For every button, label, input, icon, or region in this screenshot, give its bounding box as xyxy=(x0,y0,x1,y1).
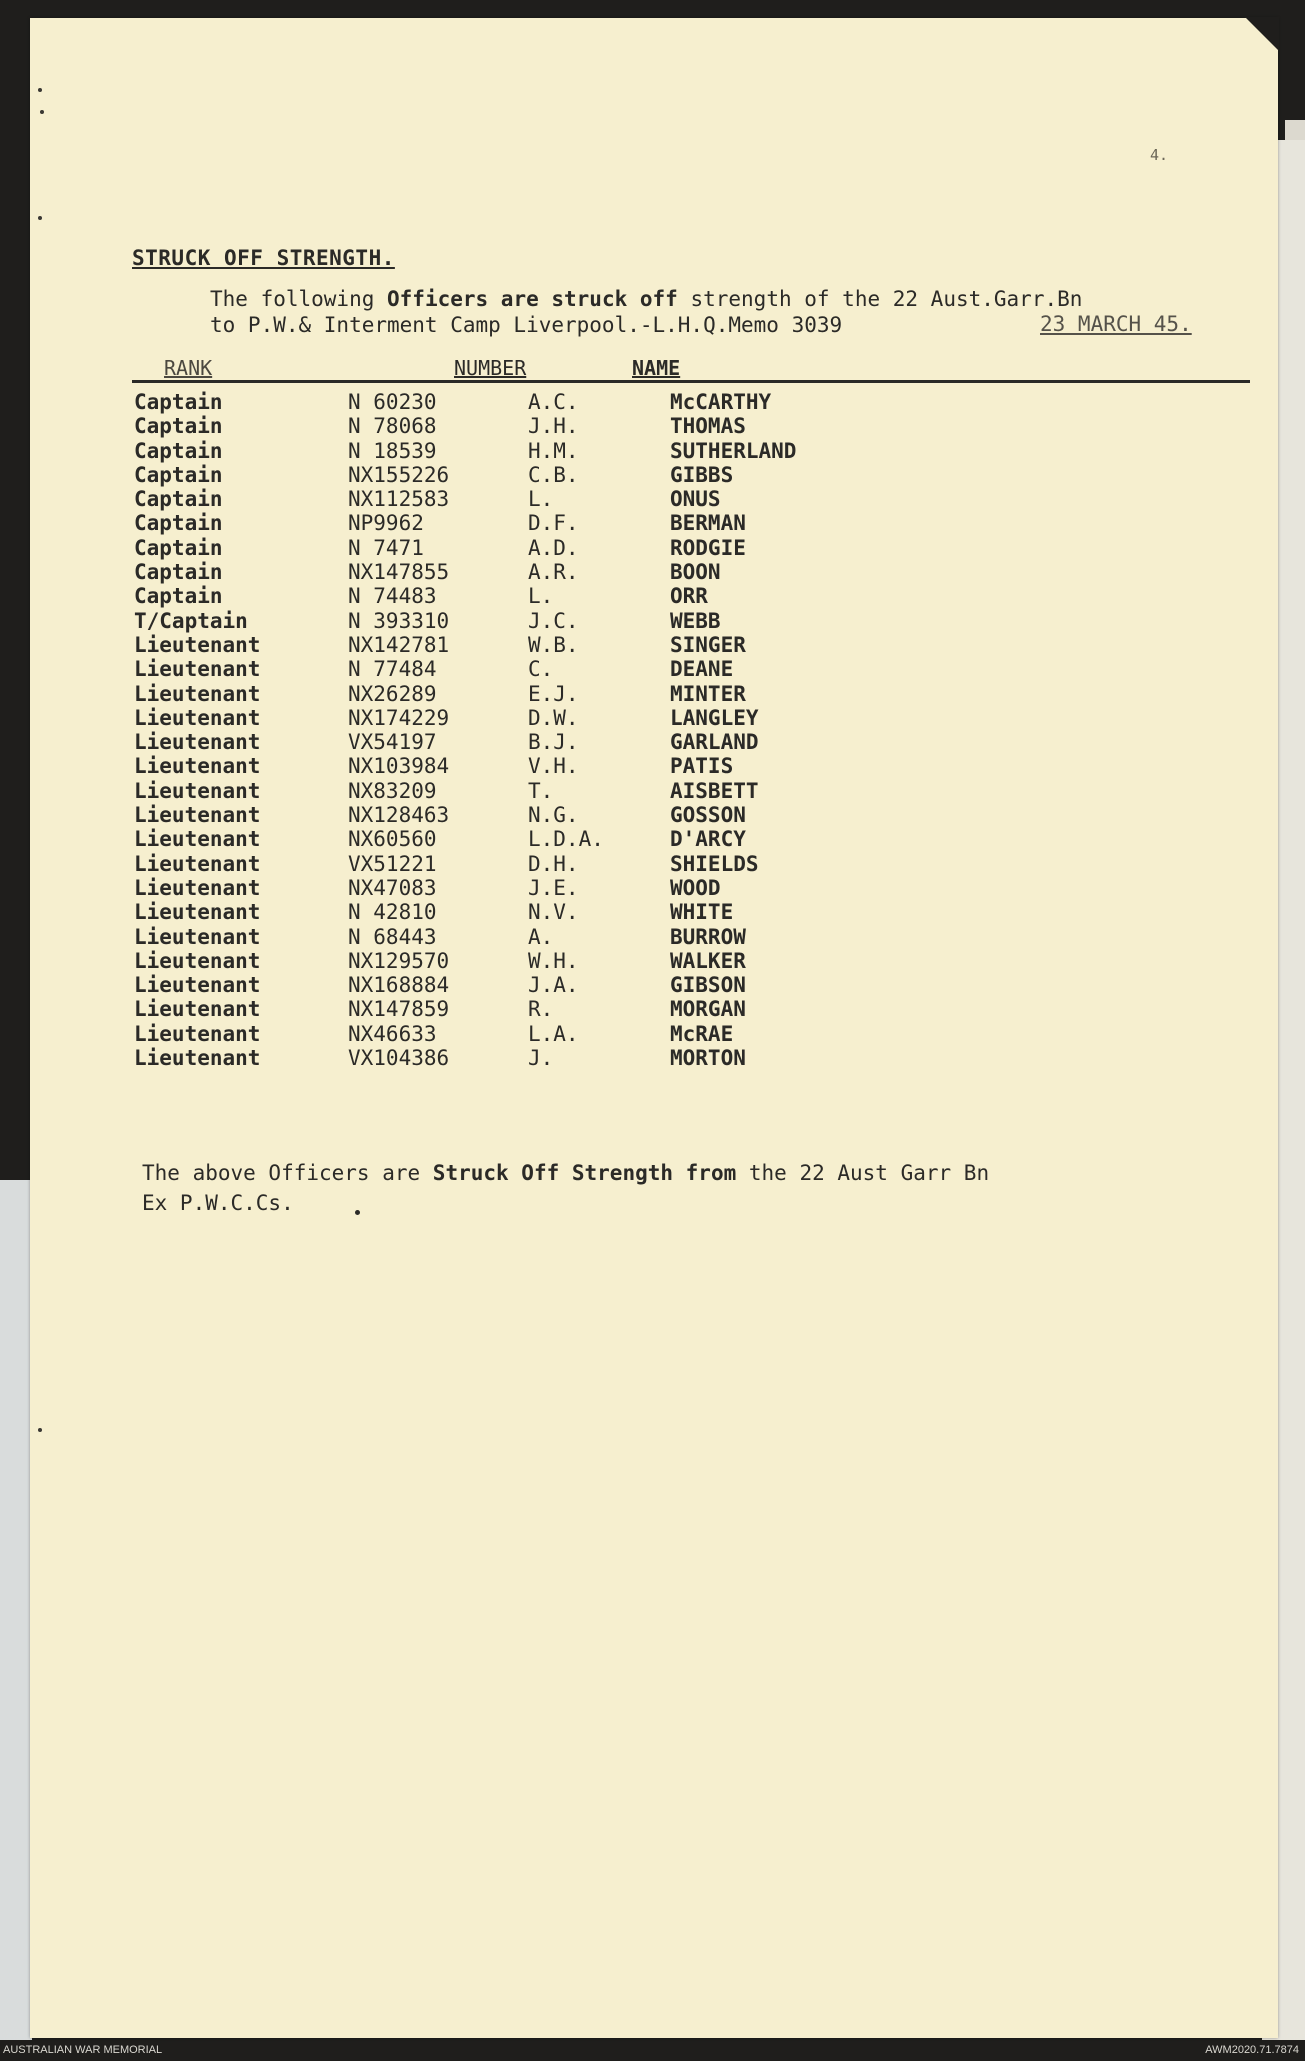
number-cell: NX142781 xyxy=(348,632,450,657)
surname-cell: D'ARCY xyxy=(670,827,746,852)
rank-cell: Captain xyxy=(134,414,223,439)
document-title: STRUCK OFF STRENGTH. xyxy=(132,246,395,270)
number-cell: N 74483 xyxy=(348,584,437,609)
initials-cell: L.D.A. xyxy=(528,827,604,852)
column-header-name: NAME xyxy=(632,356,681,380)
number-cell: NX128463 xyxy=(348,803,450,828)
number-cell: N 393310 xyxy=(348,608,450,633)
rank-cell: Lieutenant xyxy=(134,778,261,803)
initials-cell: A. xyxy=(528,924,554,949)
table-row xyxy=(30,1022,1278,1046)
initials-cell: D.F. xyxy=(528,511,579,536)
table-row xyxy=(30,730,1278,754)
initials-cell: H.M. xyxy=(528,438,579,463)
table-row xyxy=(30,439,1278,463)
table-row xyxy=(30,609,1278,633)
surname-cell: GIBSON xyxy=(670,973,746,998)
surname-cell: ORR xyxy=(670,584,708,609)
number-cell: NX26289 xyxy=(348,681,437,706)
table-row xyxy=(30,779,1278,803)
initials-cell: L. xyxy=(528,487,554,512)
initials-cell: V.H. xyxy=(528,754,579,779)
rank-cell: Lieutenant xyxy=(134,730,261,755)
initials-cell: J.C. xyxy=(528,608,579,633)
surname-cell: McCARTHY xyxy=(670,390,772,414)
initials-cell: J.H. xyxy=(528,414,579,439)
rank-cell: Captain xyxy=(134,560,223,585)
number-cell: N 7471 xyxy=(348,535,424,560)
rank-cell: Lieutenant xyxy=(134,657,261,682)
surname-cell: GIBBS xyxy=(670,462,734,487)
number-cell: NX60560 xyxy=(348,827,437,852)
table-row xyxy=(30,463,1278,487)
surname-cell: BERMAN xyxy=(670,511,746,536)
initials-cell: J.A. xyxy=(528,973,579,998)
rank-cell: Captain xyxy=(134,438,223,463)
table-row xyxy=(30,949,1278,973)
surname-cell: RODGIE xyxy=(670,535,746,560)
table-row xyxy=(30,414,1278,438)
table-header xyxy=(132,356,1250,383)
initials-cell: J.E. xyxy=(528,875,579,900)
rank-cell: Lieutenant xyxy=(134,900,261,925)
surname-cell: WALKER xyxy=(670,948,746,973)
surname-cell: WOOD xyxy=(670,875,721,900)
initials-cell: W.H. xyxy=(528,948,579,973)
surname-cell: MORTON xyxy=(670,1046,746,1071)
table-row xyxy=(30,925,1278,949)
table-row xyxy=(30,584,1278,608)
number-cell: NX103984 xyxy=(348,754,450,779)
initials-cell: N.G. xyxy=(528,803,579,828)
number-cell: N 60230 xyxy=(348,390,437,414)
number-cell: NX46633 xyxy=(348,1021,437,1046)
punch-dot xyxy=(38,88,42,92)
number-cell: VX104386 xyxy=(348,1046,450,1071)
rank-cell: Captain xyxy=(134,487,223,512)
number-cell: N 42810 xyxy=(348,900,437,925)
footer-line1-bold: Struck Off Strength from xyxy=(432,1161,737,1185)
rank-cell: Captain xyxy=(134,462,223,487)
initials-cell: B.J. xyxy=(528,730,579,755)
punch-dot xyxy=(38,1428,42,1432)
column-header-number: NUMBER xyxy=(454,356,527,380)
table-row xyxy=(30,682,1278,706)
table-row xyxy=(30,633,1278,657)
number-cell: N 68443 xyxy=(348,924,437,949)
initials-cell: T. xyxy=(528,778,554,803)
number-cell: VX54197 xyxy=(348,730,437,755)
number-cell: NX129570 xyxy=(348,948,450,973)
footer-line1-start: The above Officers are xyxy=(142,1161,433,1185)
document-date: 23 MARCH 45. xyxy=(1040,312,1192,336)
footer-line2: Ex P.W.C.Cs. xyxy=(142,1191,294,1215)
folded-corner xyxy=(1245,17,1279,51)
number-cell: VX51221 xyxy=(348,851,437,876)
punch-dot xyxy=(38,216,42,220)
table-row xyxy=(30,827,1278,851)
initials-cell: C.B. xyxy=(528,462,579,487)
table-row xyxy=(30,706,1278,730)
number-cell: NX47083 xyxy=(348,875,437,900)
initials-cell: L.A. xyxy=(528,1021,579,1046)
intro-line1-bold: Officers are struck off xyxy=(387,287,678,311)
rank-cell: Lieutenant xyxy=(134,1021,261,1046)
surname-cell: PATIS xyxy=(670,754,734,779)
archive-credit: AUSTRALIAN WAR MEMORIAL xyxy=(3,2044,163,2056)
surname-cell: BURROW xyxy=(670,924,746,949)
surname-cell: MINTER xyxy=(670,681,746,706)
table-row xyxy=(30,852,1278,876)
rank-cell: Lieutenant xyxy=(134,632,261,657)
surname-cell: GARLAND xyxy=(670,730,759,755)
intro-line1-end: strength of the 22 Aust.Garr.Bn xyxy=(677,287,1083,311)
table-row xyxy=(30,900,1278,924)
surname-cell: AISBETT xyxy=(670,778,759,803)
number-cell: NX174229 xyxy=(348,705,450,730)
archive-reference: AWM2020.71.7874 xyxy=(1205,2044,1299,2056)
initials-cell: E.J. xyxy=(528,681,579,706)
surname-cell: WHITE xyxy=(670,900,734,925)
table-row xyxy=(30,560,1278,584)
table-row xyxy=(30,487,1278,511)
surname-cell: SHIELDS xyxy=(670,851,759,876)
number-cell: N 77484 xyxy=(348,657,437,682)
surname-cell: SINGER xyxy=(670,632,746,657)
surname-cell: THOMAS xyxy=(670,414,746,439)
number-cell: NX112583 xyxy=(348,487,450,512)
surname-cell: McRAE xyxy=(670,1021,734,1046)
rank-cell: Lieutenant xyxy=(134,851,261,876)
rank-cell: Captain xyxy=(134,390,223,414)
document-page xyxy=(30,18,1278,2038)
initials-cell: A.D. xyxy=(528,535,579,560)
tissue-sheet xyxy=(0,1180,32,2040)
footer-line1-end: the 22 Aust Garr Bn xyxy=(736,1161,990,1185)
surname-cell: ONUS xyxy=(670,487,721,512)
number-cell: N 78068 xyxy=(348,414,437,439)
number-cell: N 18539 xyxy=(348,438,437,463)
table-row xyxy=(30,876,1278,900)
surname-cell: SUTHERLAND xyxy=(670,438,797,463)
footer-text xyxy=(142,1158,989,1218)
initials-cell: C. xyxy=(528,657,554,682)
rank-cell: Lieutenant xyxy=(134,973,261,998)
surname-cell: WEBB xyxy=(670,608,721,633)
rank-cell: Lieutenant xyxy=(134,681,261,706)
number-cell: NX147855 xyxy=(348,560,450,585)
rank-cell: Captain xyxy=(134,511,223,536)
table-row xyxy=(30,1046,1278,1070)
table-row xyxy=(30,973,1278,997)
rank-cell: Lieutenant xyxy=(134,803,261,828)
surname-cell: GOSSON xyxy=(670,803,746,828)
rank-cell: T/Captain xyxy=(134,608,248,633)
surname-cell: LANGLEY xyxy=(670,705,759,730)
initials-cell: D.W. xyxy=(528,705,579,730)
number-cell: NX83209 xyxy=(348,778,437,803)
initials-cell: D.H. xyxy=(528,851,579,876)
surname-cell: BOON xyxy=(670,560,721,585)
initials-cell: N.V. xyxy=(528,900,579,925)
table-row xyxy=(30,390,1278,414)
punch-dot xyxy=(40,110,44,114)
officer-list xyxy=(30,390,1278,1070)
rank-cell: Lieutenant xyxy=(134,827,261,852)
number-cell: NX147859 xyxy=(348,997,450,1022)
initials-cell: R. xyxy=(528,997,554,1022)
surname-cell: DEANE xyxy=(670,657,734,682)
number-cell: NX155226 xyxy=(348,462,450,487)
column-header-rank: RANK xyxy=(164,356,213,380)
rank-cell: Captain xyxy=(134,584,223,609)
initials-cell: J. xyxy=(528,1046,554,1071)
rank-cell: Lieutenant xyxy=(134,924,261,949)
number-cell: NX168884 xyxy=(348,973,450,998)
number-cell: NP9962 xyxy=(348,511,424,536)
surname-cell: MORGAN xyxy=(670,997,746,1022)
pencil-mark: 4. xyxy=(1150,146,1169,164)
initials-cell: L. xyxy=(528,584,554,609)
rank-cell: Lieutenant xyxy=(134,875,261,900)
rank-cell: Lieutenant xyxy=(134,1046,261,1071)
intro-line1-start: The following xyxy=(210,287,388,311)
table-row xyxy=(30,754,1278,778)
intro-line2: to P.W.& Interment Camp Liverpool.-L.H.Q.Memo 3039 xyxy=(210,313,843,337)
initials-cell: W.B. xyxy=(528,632,579,657)
intro-text xyxy=(210,286,1082,338)
rank-cell: Lieutenant xyxy=(134,948,261,973)
rank-cell: Lieutenant xyxy=(134,754,261,779)
rank-cell: Lieutenant xyxy=(134,997,261,1022)
table-row xyxy=(30,536,1278,560)
table-row xyxy=(30,803,1278,827)
initials-cell: A.R. xyxy=(528,560,579,585)
initials-cell: A.C. xyxy=(528,390,579,414)
table-row xyxy=(30,511,1278,535)
table-row xyxy=(30,657,1278,681)
ink-dot xyxy=(355,1210,360,1215)
rank-cell: Lieutenant xyxy=(134,705,261,730)
rank-cell: Captain xyxy=(134,535,223,560)
table-row xyxy=(30,997,1278,1021)
